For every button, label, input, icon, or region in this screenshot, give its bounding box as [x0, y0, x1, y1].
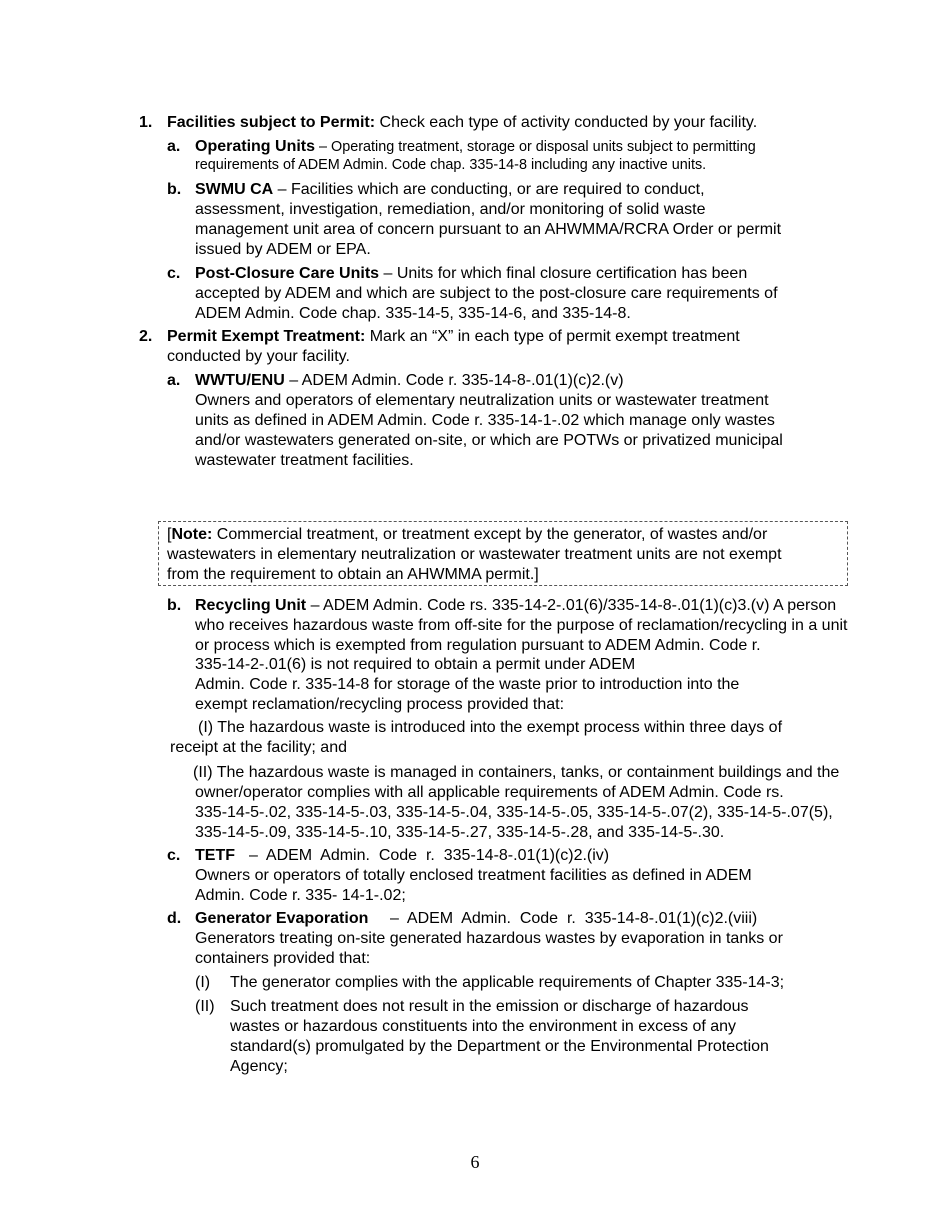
- subitem-1c-line1: [195, 264, 747, 284]
- subitem-2b-ii-line2: owner/operator complies with all applicable requirements of ADEM Admin. Code rs.: [195, 784, 784, 801]
- subitem-2d-i-num: (I): [195, 974, 211, 991]
- subitem-2c-line1: – ADEM Admin. Code r. 335-14-8-.01(1)(c)2.(iv): [249, 847, 610, 864]
- note-line3: from the requirement to obtain an AHWMMA permit.]: [167, 566, 539, 583]
- page-number: 6: [470, 1152, 480, 1172]
- subitem-1a-heading: Operating Units: [195, 138, 316, 155]
- note-line1: [167, 525, 767, 545]
- subitem-2b-line6: exempt reclamation/recycling process provided that:: [195, 696, 565, 713]
- subitem-1c-line2: accepted by ADEM and which are subject to the post-closure care requirements of: [195, 285, 778, 302]
- subitem-2b-line5: Admin. Code r. 335-14-8 for storage of the waste prior to introduction into the: [195, 676, 740, 693]
- item-1-heading: Facilities subject to Permit:: [167, 114, 376, 131]
- subitem-1c-heading: Post-Closure Care Units: [195, 265, 380, 282]
- subitem-2a-line4: and/or wastewaters generated on-site, or which are POTWs or privatized municipal: [195, 432, 783, 449]
- note-label: Note:: [171, 526, 213, 543]
- subitem-1b-line1: [195, 180, 705, 200]
- subitem-2b-i-line1: (I) The hazardous waste is introduced into the exempt process within three days of: [198, 719, 783, 736]
- subitem-2a-line1: [195, 371, 624, 391]
- item-2-text: Mark an “X” in each type of permit exempt treatment: [365, 328, 740, 345]
- note-text: Commercial treatment, or treatment except by the generator, of wastes and/or: [212, 526, 768, 543]
- subitem-1b-text: – Facilities which are conducting, or are required to conduct,: [273, 181, 705, 198]
- subitem-2a-heading: WWTU/ENU: [195, 372, 285, 389]
- subitem-letter: b.: [167, 181, 182, 198]
- subitem-2a-line3: units as defined in ADEM Admin. Code r. 335-14-1-.02 which manage only wastes: [195, 412, 775, 429]
- subitem-2b-line3: or process which is exempted from regulation pursuant to ADEM Admin. Code r.: [195, 637, 761, 654]
- subitem-2b-ii-line4: 335-14-5-.09, 335-14-5-.10, 335-14-5-.27, 335-14-5-.28, and 335-14-5-.30.: [195, 824, 725, 841]
- subitem-letter: b.: [167, 597, 182, 614]
- subitem-2c-line2: Owners or operators of totally enclosed treatment facilities as defined in ADEM: [195, 867, 752, 884]
- item-number: 1.: [139, 114, 153, 131]
- subitem-2d-heading: [195, 909, 368, 929]
- subitem-2d-line3: containers provided that:: [195, 950, 371, 967]
- subitem-2c-heading: [195, 846, 235, 866]
- item-2-line1: [167, 327, 740, 347]
- subitem-2c-heading-text: TETF: [195, 847, 235, 864]
- subitem-1a-text: – Operating treatment, storage or disposal units subject to permitting: [315, 139, 756, 155]
- subitem-2d-ii-num: (II): [195, 998, 215, 1015]
- note-line2: wastewaters in elementary neutralization or wastewater treatment units are not exempt: [167, 546, 782, 563]
- subitem-1a-line1: [195, 137, 756, 157]
- subitem-2d-heading-text: Generator Evaporation: [195, 910, 369, 927]
- subitem-letter: c.: [167, 847, 181, 864]
- subitem-2d-ii-line4: Agency;: [230, 1058, 288, 1075]
- subitem-2b-heading: Recycling Unit: [195, 597, 307, 614]
- subitem-letter: d.: [167, 910, 182, 927]
- subitem-letter: a.: [167, 372, 181, 389]
- subitem-2d-ii-line3: standard(s) promulgated by the Department or the Environmental Protection: [230, 1038, 769, 1055]
- subitem-1b-line3: management unit area of concern pursuant to an AHWMMA/RCRA Order or permit: [195, 221, 782, 238]
- subitem-2d-line2: Generators treating on-site generated hazardous wastes by evaporation in tanks or: [195, 930, 783, 947]
- item-2-line2: conducted by your facility.: [167, 348, 350, 365]
- subitem-1c-line3: ADEM Admin. Code chap. 335-14-5, 335-14-6, and 335-14-8.: [195, 305, 631, 322]
- subitem-1b-line2: assessment, investigation, remediation, and/or monitoring of solid waste: [195, 201, 706, 218]
- subitem-letter: c.: [167, 265, 181, 282]
- subitem-2d-ii-line1: Such treatment does not result in the emission or discharge of hazardous: [230, 998, 749, 1015]
- subitem-2d-ii-line2: wastes or hazardous constituents into the environment in excess of any: [230, 1018, 737, 1035]
- subitem-2a-line2: Owners and operators of elementary neutralization units or wastewater treatment: [195, 392, 769, 409]
- subitem-2c-line3: Admin. Code r. 335- 14-1-.02;: [195, 887, 406, 904]
- item-number: 2.: [139, 328, 153, 345]
- subitem-1b-heading: SWMU CA: [195, 181, 274, 198]
- subitem-2d-i-text: The generator complies with the applicable requirements of Chapter 335-14-3;: [230, 974, 785, 991]
- subitem-1a-line2: requirements of ADEM Admin. Code chap. 335-14-8 including any inactive units.: [195, 157, 707, 173]
- subitem-2a-text: – ADEM Admin. Code r. 335-14-8-.01(1)(c)2.(v): [284, 372, 624, 389]
- item-1-text: Check each type of activity conducted by your facility.: [375, 114, 758, 131]
- subitem-2b-i-line2: receipt at the facility; and: [170, 739, 347, 756]
- subitem-2b-ii-line3: 335-14-5-.02, 335-14-5-.03, 335-14-5-.04, 335-14-5-.05, 335-14-5-.07(2), 335-14-5-.07(5),: [195, 804, 833, 821]
- subitem-2b-line4: 335-14-2-.01(6) is not required to obtain a permit under ADEM: [195, 656, 636, 673]
- item-2-heading: Permit Exempt Treatment:: [167, 328, 366, 345]
- subitem-2a-line5: wastewater treatment facilities.: [195, 452, 414, 469]
- subitem-2b-line1: [195, 596, 836, 616]
- note-bracket: [: [167, 526, 172, 543]
- subitem-letter: a.: [167, 138, 181, 155]
- subitem-2b-ii-line1: (II) The hazardous waste is managed in containers, tanks, or containment buildings and the: [193, 764, 840, 781]
- item-1-line: [167, 113, 757, 133]
- subitem-2b-text: – ADEM Admin. Code rs. 335-14-2-.01(6)/335-14-8-.01(1)(c)3.(v) A person: [306, 597, 837, 614]
- subitem-1c-text: – Units for which final closure certification has been: [379, 265, 748, 282]
- subitem-2b-line2: who receives hazardous waste from off-site for the purpose of reclamation/recycling in a unit: [195, 617, 848, 634]
- subitem-1b-line4: issued by ADEM or EPA.: [195, 241, 371, 258]
- subitem-2d-line1: – ADEM Admin. Code r. 335-14-8-.01(1)(c)2.(viii): [390, 910, 758, 927]
